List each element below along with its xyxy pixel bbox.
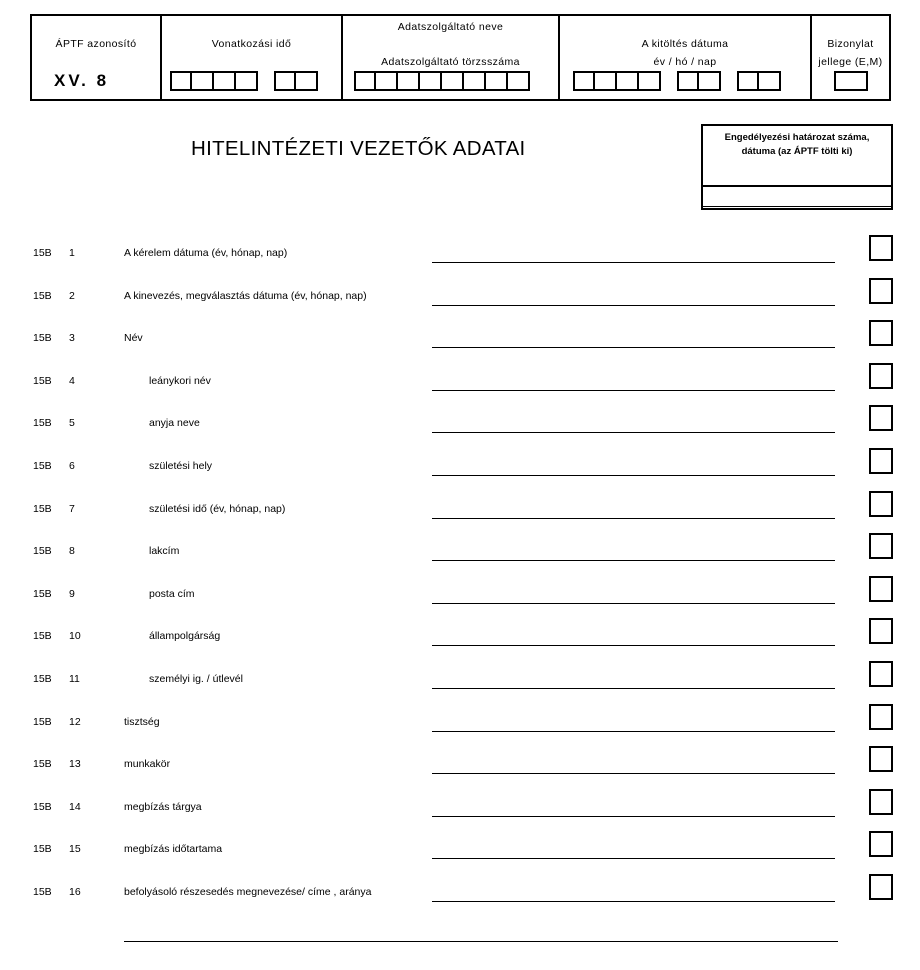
aptf-code: XV. 8 (54, 71, 110, 90)
row-entry-line[interactable] (432, 347, 835, 348)
row-number: 11 (69, 673, 80, 685)
row-number: 8 (69, 545, 75, 558)
row-code: 15B (33, 758, 52, 771)
form-row (0, 536, 920, 578)
page-title: HITELINTÉZETI VEZETŐK ADATAI (191, 137, 526, 160)
row-checkbox[interactable] (869, 789, 893, 815)
doc-type-label-2: jellege (E,M) (818, 56, 883, 68)
form-row (0, 494, 920, 536)
row-entry-line[interactable] (432, 731, 835, 732)
row-checkbox[interactable] (869, 533, 893, 559)
row-number: 13 (69, 758, 81, 771)
row-label: megbízás időtartama (124, 843, 223, 856)
row-number: 14 (69, 800, 81, 813)
fill-date-format: év / hó / nap (653, 56, 717, 68)
row-label: születési idő (év, hónap, nap) (149, 502, 286, 515)
row-label: tisztség (124, 715, 160, 728)
row-entry-line[interactable] (432, 773, 835, 774)
ref-time-cell (162, 16, 343, 99)
row-checkbox[interactable] (869, 405, 893, 431)
row-entry-line[interactable] (432, 603, 835, 604)
row-label: A kinevezés, megválasztás dátuma (év, hónap, nap) (124, 289, 367, 302)
provider-cell (343, 16, 560, 99)
row-code: 15B (33, 460, 52, 472)
aptf-id-cell (32, 16, 162, 99)
row-checkbox[interactable] (869, 278, 893, 304)
row-number: 7 (69, 502, 75, 515)
form-row (0, 451, 920, 493)
row-number: 1 (69, 247, 75, 259)
approval-divider (703, 185, 891, 187)
row-entry-line[interactable] (432, 432, 835, 433)
row-label: munkakör (124, 758, 171, 771)
form-row (0, 877, 920, 919)
form-row (0, 408, 920, 450)
row-entry-line[interactable] (432, 560, 835, 561)
row-number: 3 (69, 332, 75, 345)
row-code: 15B (33, 886, 52, 898)
row-code: 15B (33, 502, 52, 515)
row-code: 15B (33, 843, 52, 856)
row-number: 16 (69, 886, 81, 898)
row-code: 15B (33, 417, 52, 430)
row-entry-line[interactable] (432, 305, 835, 306)
row-number: 4 (69, 374, 75, 387)
row-number: 10 (69, 630, 81, 643)
fill-date-cell (560, 16, 812, 99)
row-label: anyja neve (149, 417, 200, 430)
aptf-id-label: ÁPTF azonosító (55, 38, 137, 50)
form-row (0, 579, 920, 621)
row-label: Név (124, 332, 143, 345)
approval-bottom-divider (703, 206, 891, 207)
row-entry-line[interactable] (432, 390, 835, 391)
row-entry-line[interactable] (432, 645, 835, 646)
row-entry-line[interactable] (432, 475, 835, 476)
form-row (0, 664, 920, 706)
row-checkbox[interactable] (869, 320, 893, 346)
row-checkbox[interactable] (869, 661, 893, 687)
row-checkbox[interactable] (869, 831, 893, 857)
row-entry-line[interactable] (432, 858, 835, 859)
provider-name-label: Adatszolgáltató neve (397, 21, 504, 33)
row-entry-line[interactable] (432, 518, 835, 519)
form-row (0, 707, 920, 749)
row-checkbox[interactable] (869, 491, 893, 517)
form-row (0, 621, 920, 663)
row-code: 15B (33, 247, 52, 259)
row-checkbox[interactable] (869, 235, 893, 261)
row-code: 15B (33, 673, 52, 685)
row-number: 12 (69, 715, 81, 728)
row-entry-line[interactable] (432, 262, 835, 263)
row-entry-line[interactable] (432, 901, 835, 902)
row-label: lakcím (149, 545, 180, 558)
row-code: 15B (33, 545, 52, 558)
row-number: 5 (69, 417, 75, 430)
row-label: befolyásoló részesedés megnevezése/ címe , aránya (124, 886, 372, 898)
doc-type-box[interactable] (834, 71, 868, 91)
row-label: személyi ig. / útlevél (149, 673, 243, 685)
form-row (0, 323, 920, 365)
provider-id-label: Adatszolgáltató törzsszáma (381, 56, 520, 68)
doc-type-cell (812, 16, 889, 99)
ref-time-label: Vonatkozási idő (211, 38, 292, 50)
form-row (0, 281, 920, 323)
row-checkbox[interactable] (869, 363, 893, 389)
row-code: 15B (33, 800, 52, 813)
row-label: leánykori név (149, 374, 211, 387)
bottom-rule (124, 941, 838, 942)
approval-box (701, 124, 893, 210)
row-code: 15B (33, 715, 52, 728)
header-table (30, 14, 891, 101)
form-row (0, 366, 920, 408)
approval-line-1: Engedélyezési határozat száma, (724, 132, 870, 143)
row-checkbox[interactable] (869, 746, 893, 772)
fill-date-label: A kitöltés dátuma (641, 38, 729, 50)
approval-line-2: dátuma (az ÁPTF tölti ki) (741, 146, 853, 157)
row-checkbox[interactable] (869, 704, 893, 730)
row-checkbox[interactable] (869, 874, 893, 900)
approval-text (703, 131, 891, 159)
form-row (0, 792, 920, 834)
form-row (0, 749, 920, 791)
row-number: 2 (69, 289, 75, 302)
fill-date-boxes[interactable] (573, 71, 781, 91)
row-code: 15B (33, 289, 52, 302)
row-label: megbízás tárgya (124, 800, 202, 813)
row-entry-line[interactable] (432, 816, 835, 817)
form-row (0, 238, 920, 280)
row-code: 15B (33, 630, 52, 643)
row-label: születési hely (149, 460, 213, 472)
row-label: állampolgárság (149, 630, 221, 643)
ref-time-boxes[interactable] (170, 71, 318, 91)
provider-id-boxes[interactable] (354, 71, 530, 91)
row-label: A kérelem dátuma (év, hónap, nap) (124, 247, 288, 259)
doc-type-label: Bizonylat (827, 38, 874, 50)
row-entry-line[interactable] (432, 688, 835, 689)
row-number: 9 (69, 587, 75, 600)
row-number: 6 (69, 460, 75, 472)
row-checkbox[interactable] (869, 618, 893, 644)
row-checkbox[interactable] (869, 448, 893, 474)
row-code: 15B (33, 587, 52, 600)
row-checkbox[interactable] (869, 576, 893, 602)
row-number: 15 (69, 843, 81, 856)
row-code: 15B (33, 332, 52, 345)
row-code: 15B (33, 374, 52, 387)
row-label: posta cím (149, 587, 195, 600)
form-row (0, 834, 920, 876)
